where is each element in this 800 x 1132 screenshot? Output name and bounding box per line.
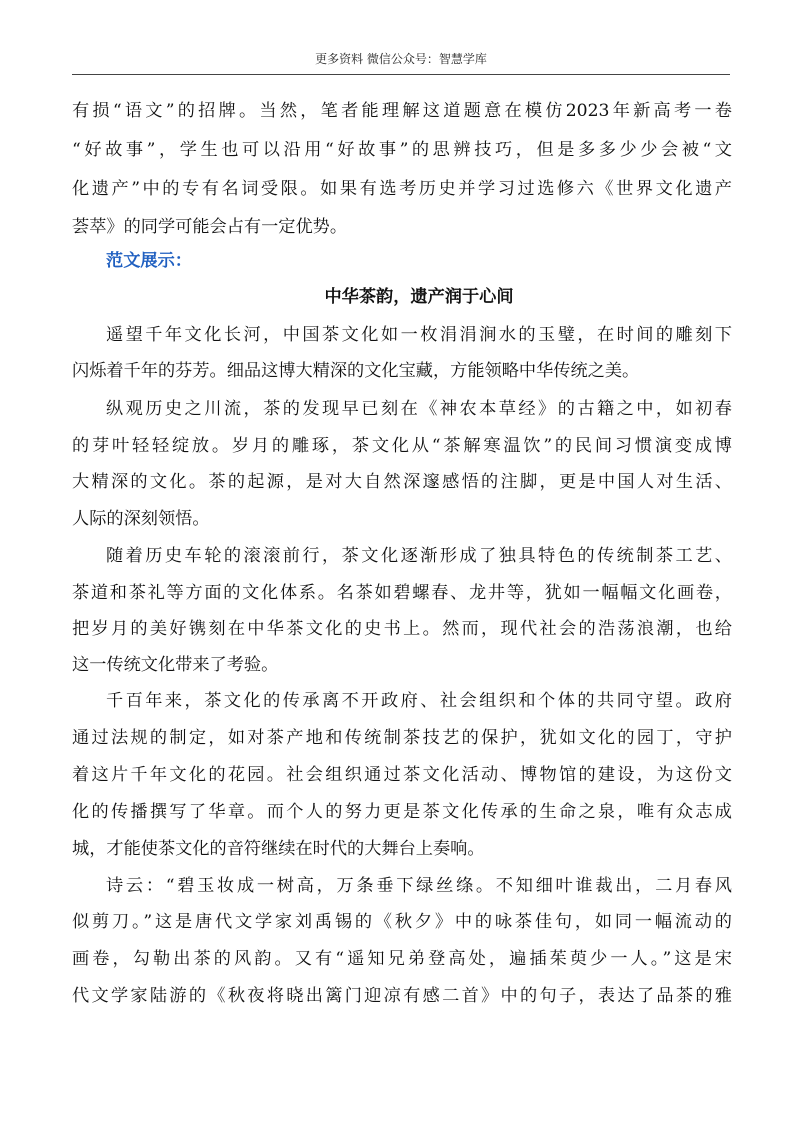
essay-line: 画卷，勾勒出茶的风韵。又有“遥知兄弟登高处，遍插茱萸少一人。”这是宋 bbox=[72, 949, 732, 969]
essay-line: 通过法规的制定，如对茶产地和传统制茶技艺的保护，犹如文化的园丁，守护 bbox=[72, 728, 732, 748]
essay-line: 随着历史车轮的滚滚前行，茶文化逐渐形成了独具特色的传统制茶工艺、 bbox=[106, 546, 732, 566]
essay-title: 中华茶韵，遗产润于心间 bbox=[324, 287, 514, 307]
essay-line: 千百年来，茶文化的传承离不开政府、社会组织和个体的共同守望。政府 bbox=[106, 691, 732, 711]
essay-line: 闪烁着千年的芬芳。细品这博大精深的文化宝藏，方能领略中华传统之美。 bbox=[72, 361, 640, 381]
section-label: 范文展示： bbox=[106, 251, 192, 271]
intro-line: 化遗产”中的专有名词受限。如果有选考历史并学习过选修六《世界文化遗产 bbox=[72, 179, 732, 199]
essay-line: 把岁月的美好镌刻在中华茶文化的史书上。然而，现代社会的浩荡浪潮，也给 bbox=[72, 619, 732, 639]
essay-line: 茶道和茶礼等方面的文化体系。名茶如碧螺春、龙井等，犹如一幅幅文化画卷， bbox=[72, 583, 732, 603]
essay-line: 人际的深刻领悟。 bbox=[72, 509, 210, 529]
essay-line: 着这片千年文化的花园。社会组织通过茶文化活动、博物馆的建设，为这份文 bbox=[72, 765, 732, 785]
essay-line: 大精深的文化。茶的起源，是对大自然深邃感悟的注脚，更是中国人对生活、 bbox=[72, 472, 732, 492]
header-divider bbox=[72, 74, 730, 75]
essay-line: 代文学家陆游的《秋夜将晓出篱门迎凉有感二首》中的句子，表达了品茶的雅 bbox=[72, 986, 732, 1006]
essay-line: 诗云：“碧玉妆成一树高，万条垂下绿丝绦。不知细叶谁裁出，二月春风 bbox=[106, 876, 732, 896]
intro-line: 荟萃》的同学可能会占有一定优势。 bbox=[72, 217, 348, 237]
essay-line: 城，才能使茶文化的音符继续在时代的大舞台上奏响。 bbox=[72, 839, 485, 859]
essay-line: 这一传统文化带来了考验。 bbox=[72, 655, 279, 675]
page-header: 更多资料 微信公众号：智慧学库 bbox=[315, 52, 487, 66]
intro-line: “好故事”，学生也可以沿用“好故事”的思辨技巧，但是多多少少会被“文 bbox=[72, 140, 732, 160]
essay-line: 遥望千年文化长河，中国茶文化如一枚涓涓涧水的玉璧，在时间的雕刻下 bbox=[106, 325, 732, 345]
essay-line: 似剪刀。”这是唐代文学家刘禹锡的《秋夕》中的咏茶佳句，如同一幅流动的 bbox=[72, 912, 732, 932]
intro-line: 有损“语文”的招牌。当然，笔者能理解这道题意在模仿2023年新高考一卷 bbox=[72, 101, 732, 121]
essay-line: 纵观历史之川流，茶的发现早已刻在《神农本草经》的古籍之中，如初春 bbox=[106, 399, 732, 419]
essay-line: 的芽叶轻轻绽放。岁月的雕琢，茶文化从“茶解寒温饮”的民间习惯演变成博 bbox=[72, 436, 732, 456]
essay-line: 化的传播撰写了华章。而个人的努力更是茶文化传承的生命之泉，唯有众志成 bbox=[72, 802, 732, 822]
